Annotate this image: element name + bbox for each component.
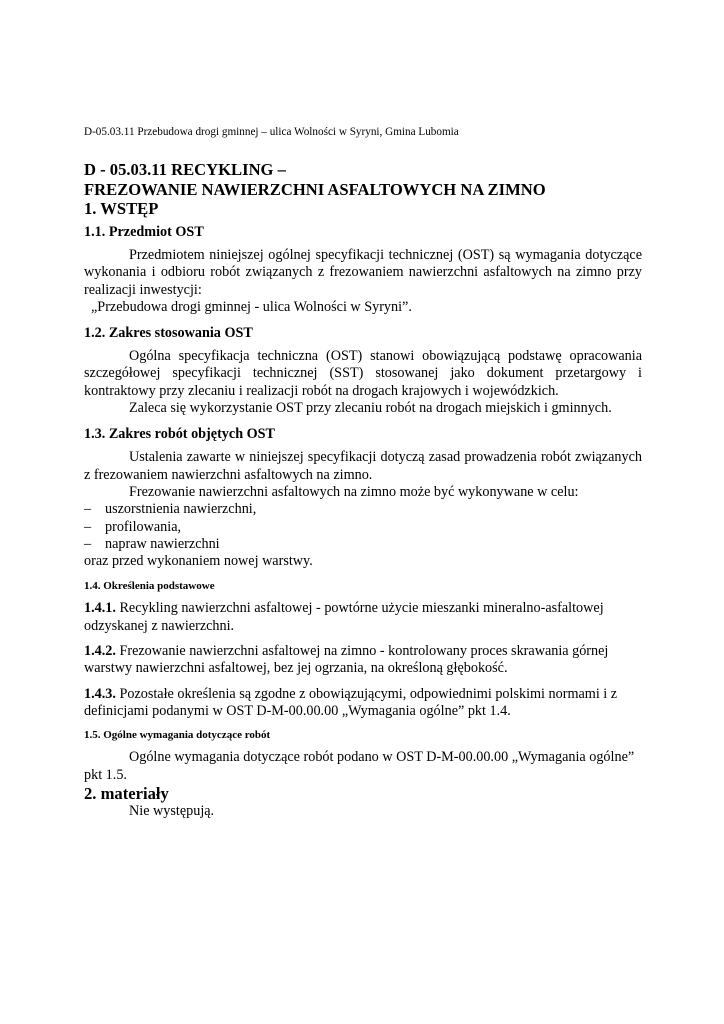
definition-1-4-2 [84, 643, 642, 678]
title-line-3: 1. WSTĘP [84, 199, 159, 218]
section-1-3-paragraph-2: Frezowanie nawierzchni asfaltowych na zimno może być wykonywane w celu: [129, 483, 579, 500]
section-1-1-heading: 1.1. Przedmiot OST [84, 224, 204, 240]
definition-text: Frezowanie nawierzchni asfaltowej na zimno - kontrolowany proces skrawania górnej warstwy nawierzchni asfaltowej, bez jej ogrzania, na określoną głębokość. [84, 643, 609, 677]
investment-name: „Przebudowa drogi gminnej - ulica Wolności w Syryni”. [91, 298, 412, 315]
section-1-1-paragraph: Przedmiotem niniejszej ogólnej specyfikacji technicznej (OST) są wymagania dotyczące wykonania i odbioru robót związanych z frezowaniem nawierzchni asfaltowych na zimno przy realizacji inwestycji: [84, 247, 642, 298]
section-1-5-heading: 1.5. Ogólne wymagania dotyczące robót [84, 729, 271, 742]
section-1-3-heading: 1.3. Zakres robót objętych OST [84, 426, 276, 443]
document-title [84, 160, 546, 219]
section-1-3-closing: oraz przed wykonaniem nowej warstwy. [84, 553, 313, 570]
section-2-paragraph: Nie występują. [129, 802, 215, 819]
section-1-4-heading: 1.4. Określenia podstawowe [84, 580, 215, 593]
definition-number: 1.4.2. [84, 643, 116, 660]
definition-number: 1.4.1. [84, 600, 116, 617]
section-1-2-heading: 1.2. Zakres stosowania OST [84, 325, 253, 342]
definition-text: Recykling nawierzchni asfaltowej - powtórne użycie mieszanki mineralno-asfaltowej odzyskanej z nawierzchni. [84, 600, 604, 634]
section-2-heading: 2. materiały [84, 783, 169, 803]
section-1-3-paragraph-1: Ustalenia zawarte w niniejszej specyfikacji dotyczą zasad prowadzenia robót związanych z frezowaniem nawierzchni asfaltowych na zimno. [84, 449, 642, 483]
title-line-2: FREZOWANIE NAWIERZCHNI ASFALTOWYCH NA ZIMNO [84, 179, 546, 199]
definition-text: Pozostałe określenia są zgodne z obowiązującymi, odpowiednimi polskimi normami i z definicjami podanymi w OST D-M-00.00.00 „Wymagania ogólne” pkt 1.4. [84, 685, 618, 719]
list-item: – uszorstnienia nawierzchni, [84, 501, 642, 518]
section-1-2-paragraph-2: Zaleca się wykorzystanie OST przy zlecaniu robót na drogach miejskich i gminnych. [129, 400, 612, 417]
list-item: – napraw nawierzchni [84, 536, 642, 553]
definition-number: 1.4.3. [84, 685, 116, 702]
section-1-2-paragraph-1: Ogólna specyfikacja techniczna (OST) stanowi obowiązującą podstawę opracowania szczegółowej specyfikacji technicznej (SST) stosowanej jako dokument przetargowy i kontraktowy przy zlecaniu i realizacji robót na drogach krajowych i wojewódzkich. [84, 348, 642, 399]
list-item: – profilowania, [84, 519, 642, 536]
definition-1-4-3 [84, 686, 642, 721]
section-1-5-paragraph: Ogólne wymagania dotyczące robót podano w OST D-M-00.00.00 „Wymagania ogólne” pkt 1.5. [84, 749, 635, 783]
running-header: D-05.03.11 Przebudowa drogi gminnej – ulica Wolności w Syryni, Gmina Lubomia [84, 126, 459, 138]
title-line-1: D - 05.03.11 RECYKLING – [84, 160, 286, 179]
definition-1-4-1 [84, 600, 642, 635]
document-body [84, 224, 642, 820]
